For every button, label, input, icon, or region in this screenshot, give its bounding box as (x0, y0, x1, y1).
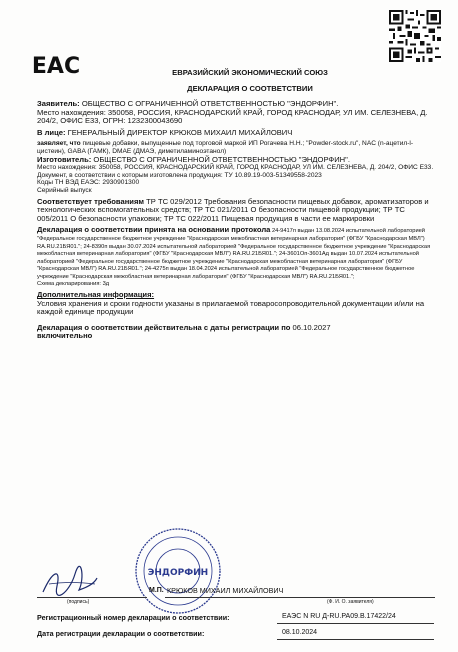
applicant-full-name: КРЮКОВ МИХАИЛ МИХАЙЛОВИЧ (167, 586, 284, 595)
eac-logo-text: ЕАС (31, 54, 81, 79)
name-caption: (Ф. И. О. заявителя) (327, 599, 374, 605)
manufacturer-address: Место нахождения: 350058, РОССИЯ, КРАСНОДАРСКИЙ КРАЙ, ГОРОД КРАСНОДАР, УЛ ИМ. СЕЛЕЗНЕВА, Д. 204/2, ОФИС Е33. (37, 164, 434, 172)
person-block (37, 129, 434, 138)
validity-inclusive: включительно (37, 331, 93, 341)
reg-number-value: ЕАЭС N RU Д-RU.PA09.B.17422/24 (282, 613, 396, 620)
person-name: ГЕНЕРАЛЬНЫЙ ДИРЕКТОР КРЮКОВ МИХАИЛ МИХАЙЛОВИЧ (65, 127, 293, 137)
reg-date-line (277, 639, 434, 640)
requirements-text: ТР ТС 029/2012 Требования безопасности пищевых добавок, ароматизаторов и технологических вспомогательных средств; ТР ТС 021/2011 О безопасности пищевой продукции; ТР ТС 005/2011 О безопасности упаковки; ТР ТС 022/2011 Пищевая продукция в части ее маркировки (37, 196, 429, 223)
applicant-label: Заявитель: (37, 99, 80, 108)
reg-date-label: Дата регистрации декларации о соответствии: (37, 629, 205, 638)
declaration-body (37, 100, 434, 341)
signature-line (37, 597, 147, 598)
reg-number-label: Регистрационный номер декларации о соответствии: (37, 613, 230, 622)
signature-icon (39, 564, 99, 600)
declaration-scheme: Схема декларирования: 3д (37, 281, 110, 288)
declares-block (37, 140, 434, 194)
serial-release: Серийный выпуск (37, 186, 92, 194)
declares-label: заявляет, что (37, 140, 81, 148)
additional-label: Дополнительная информация: (37, 290, 155, 300)
person-label: В лице: (37, 127, 66, 137)
company-stamp-icon (133, 526, 223, 616)
validity-block (37, 324, 434, 341)
document-title: ДЕКЛАРАЦИЯ О СООТВЕТСТВИИ (187, 84, 313, 93)
validity-date: 06.10.2027 (290, 322, 331, 332)
eac-logo (31, 46, 81, 82)
applicant-block (37, 100, 434, 126)
protocol-text: 24-9417п выдан 13.08.2024 испытательной лабораторией "Федеральное государственное бюджетное учреждение "Краснодарская межобластная ветеринарная лаборатория" (ФГБУ "Краснодарская МВЛ") RA.RU.21БЯ01."; 24-8390п выдан 30.07.2024 испытательной лабораторией "Федеральное государственное бюджетное учреждение "Краснодарская межобластная ветеринарная лаборатория" (ФГБУ "Краснодарская МВЛ") RA.RU.21БЯ01."; 24-3601Оп-3601Ад выдан 10.07.2024 испытательной лабораторией "Федеральное государственное бюджетное учреждение "Краснодарская межобластная ветеринарная лаборатория" (ФГБУ "Краснодарская МВЛ") RA.RU.21БЯ01."; 24-4275п выдан 18.04.2024 испытательной лабораторией "Федеральное государственное бюджетное учреждение "Краснодарская межобластная ветеринарная лаборатория" (ФГБУ "Краснодарская МВЛ") RA.RU.21БЯ01."; (37, 228, 431, 280)
applicant-name: ОБЩЕСТВО С ОГРАНИЧЕННОЙ ОТВЕТСТВЕННОСТЬЮ "ЭНДОРФИН". (79, 99, 339, 108)
reg-number-line (277, 623, 434, 624)
manufacturer-doc: Документ, в соответствии с которым изготовлена продукция: ТУ 10.89.19-003-51349558-2023 (37, 171, 322, 179)
union-title: ЕВРАЗИЙСКИЙ ЭКОНОМИЧЕСКИЙ СОЮЗ (172, 68, 328, 77)
protocol-label: Декларация о соответствии принята на основании протокола (37, 225, 271, 235)
declares-text: пищевые добавки, выпущенные под торговой маркой ИП Рогачева Н.Н.; "Powder-stock.ru", NAC (n-ацетил-l-цистеин), GABA (ГАМК), DMAE (ДМАЭ, диметиламиноэтанол) (37, 140, 414, 155)
qr-code-icon (389, 10, 441, 62)
stamp-mp: М.П. (149, 587, 164, 594)
signature-caption: (подпись) (67, 599, 90, 605)
requirements-label: Соответствует требованиям (37, 196, 145, 206)
protocol-block (37, 226, 434, 288)
tnved-codes: Коды ТН ВЭД ЕАЭС: 2930901300 (37, 179, 140, 187)
additional-block (37, 291, 434, 317)
name-line (165, 597, 435, 598)
stamp-text: ЭНДОРФИН (147, 568, 209, 578)
manufacturer-label: Изготовитель: (37, 154, 92, 164)
applicant-address: Место нахождения: 350058, РОССИЯ, КРАСНОДАРСКИЙ КРАЙ, ГОРОД КРАСНОДАР, УЛ ИМ. СЕЛЕЗНЕВА, Д. 204/2, ОФИС Е33, ОГРН: 1232300043690 (37, 107, 428, 126)
validity-label: Декларация о соответствии действительна с даты регистрации по (37, 322, 291, 332)
requirements-block (37, 198, 434, 224)
additional-text: Условия хранения и сроки годности указаны в прилагаемой товаросопроводительной документации и/или на каждой единице продукции (37, 298, 425, 317)
signature-area (37, 566, 434, 646)
manufacturer-name: ОБЩЕСТВО С ОГРАНИЧЕННОЙ ОТВЕТСТВЕННОСТЬЮ "ЭНДОРФИН". (91, 154, 350, 164)
reg-date-value: 08.10.2024 (282, 629, 318, 636)
